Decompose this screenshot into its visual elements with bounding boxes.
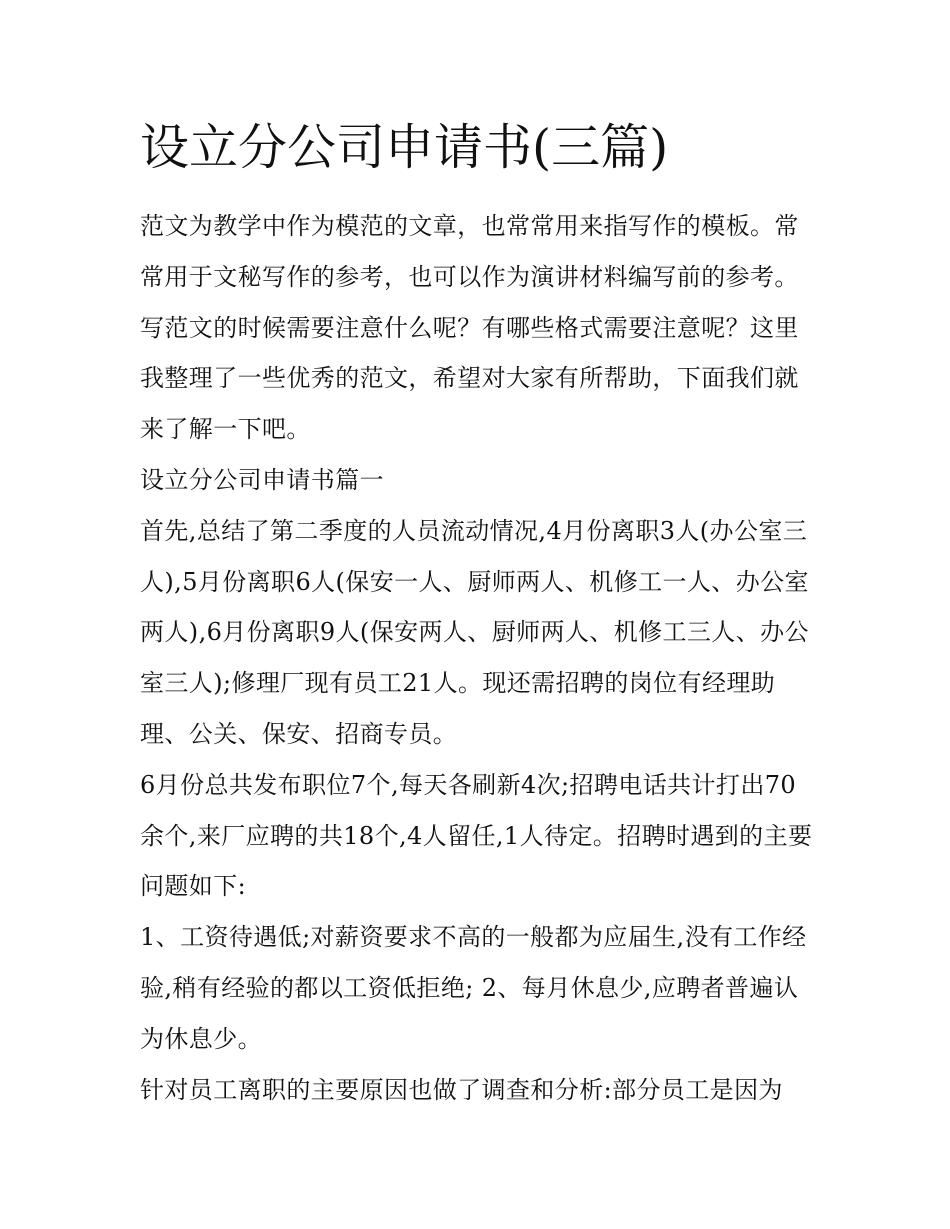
problems-paragraph: 1、工资待遇低;对薪资要求不高的一般都为应届生,没有工作经验,稍有经验的都以工资低拒绝; 2、每月休息少,应聘者普遍认为休息少。 xyxy=(140,923,807,1053)
document-content xyxy=(140,118,820,1115)
document-title: 设立分公司申请书(三篇) xyxy=(140,119,669,176)
analysis-paragraph: 针对员工离职的主要原因也做了调查和分析:部分员工是因为 xyxy=(140,1075,783,1104)
recruitment-paragraph: 6月份总共发布职位7个,每天各刷新4次;招聘电话共计打出70余个,来厂应聘的共18个,4人留任,1人待定。招聘时遇到的主要问题如下: xyxy=(140,770,813,901)
intro-paragraph: 范文为教学中作为模范的文章，也常常用来指写作的模板。常常用于文秘写作的参考，也可以作为演讲材料编写前的参考。写范文的时候需要注意什么呢？有哪些格式需要注意呢？这里我整理了一些优秀的范文，希望对大家有所帮助，下面我们就来了解一下吧。 xyxy=(140,212,799,444)
section-heading: 设立分公司申请书篇一 xyxy=(140,465,384,494)
staff-turnover-paragraph: 首先,总结了第二季度的人员流动情况,4月份离职3人(办公室三人),5月份离职6人(保安一人、厨师两人、机修工一人、办公室两人),6月份离职9人(保安两人、厨师两人、机修工三人、办公室三人);修理厂现有员工21人。现还需招聘的岗位有经理助理、公关、保安、招商专员。 xyxy=(140,516,809,748)
document-body xyxy=(140,201,820,1115)
